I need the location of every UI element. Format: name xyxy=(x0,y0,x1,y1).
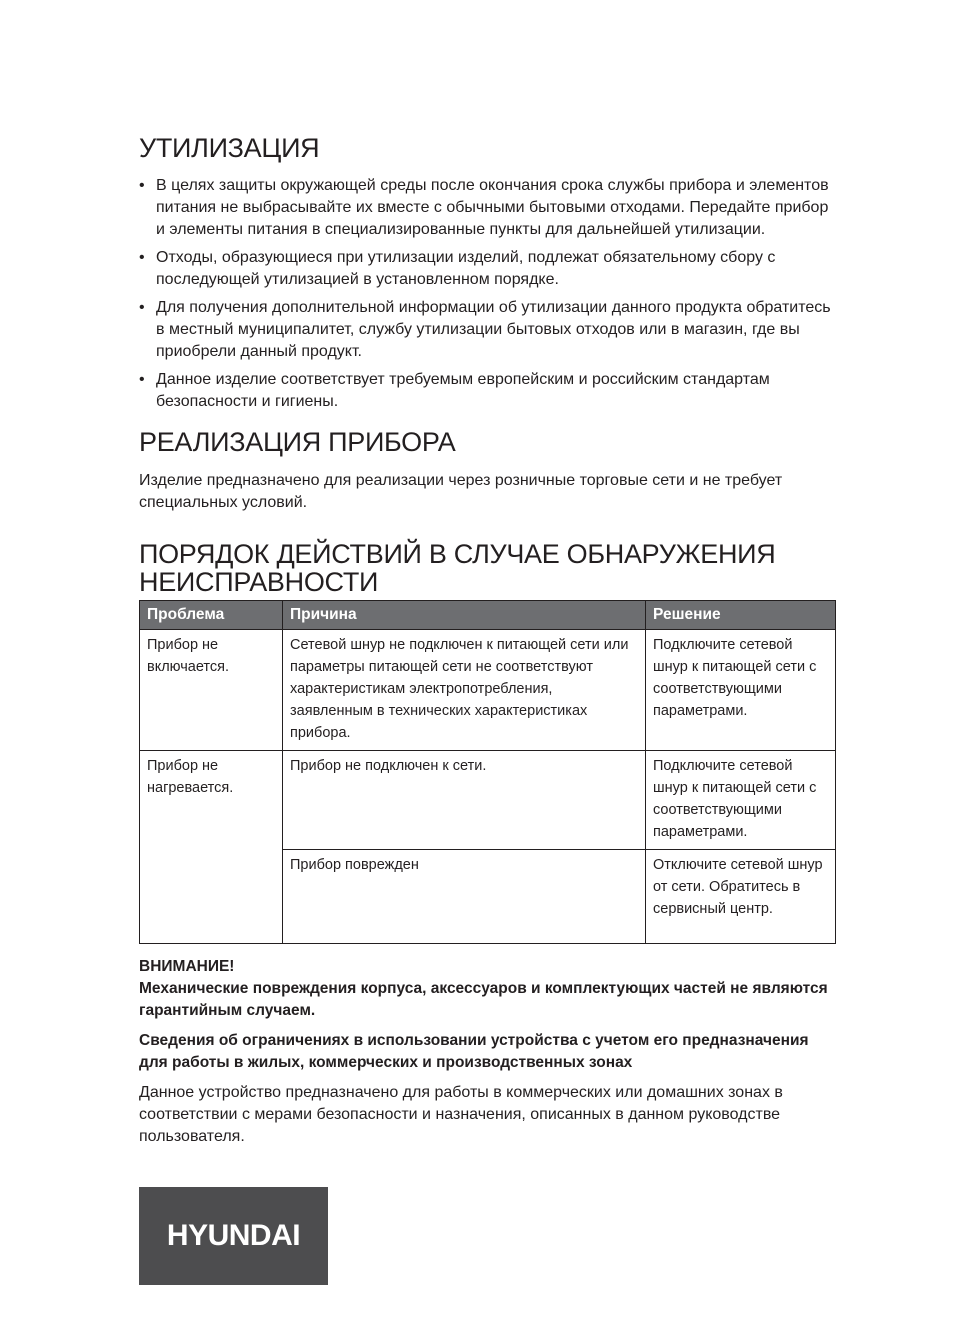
usage-zones-text: Данное устройство предназначено для работы в коммерческих или домашних зонах в соответствии с мерами безопасности и назначения, описанных в данном руководстве пользователя. xyxy=(139,1084,783,1145)
bullet-icon: • xyxy=(139,249,145,266)
warning-text-warranty: Механические повреждения корпуса, аксессуаров и комплектующих частей не являются гарантийным случаем. xyxy=(139,980,828,1019)
header-solution: Решение xyxy=(646,601,836,630)
problem-cell: Прибор не включается. xyxy=(140,630,283,751)
disposal-heading: УТИЛИЗАЦИЯ xyxy=(139,133,320,163)
troubleshooting-table xyxy=(139,600,836,944)
table-row xyxy=(140,751,836,850)
header-cause: Причина xyxy=(283,601,646,630)
table-header-row xyxy=(140,601,836,630)
troubleshooting-heading: ПОРЯДОК ДЕЙСТВИЙ В СЛУЧАЕ ОБНАРУЖЕНИЯ НЕИСПРАВНОСТИ xyxy=(139,539,776,597)
warning-text-restrictions: Сведения об ограничениях в использовании устройства с учетом его предназначения для работы в жилых, коммерческих и производственных зонах xyxy=(139,1032,809,1071)
list-item: • Отходы, образующиеся при утилизации изделий, подлежат обязательному сбору с последующей утилизацией в установленном порядке. xyxy=(139,249,776,288)
warning-label: ВНИМАНИЕ! xyxy=(139,958,235,975)
list-item: • Данное изделие соответствует требуемым европейским и российским стандартам безопасности и гигиены. xyxy=(139,371,770,410)
logo-text: HYUNDAI xyxy=(166,1219,301,1252)
sale-text: Изделие предназначено для реализации через розничные торговые сети и не требует специальных условий. xyxy=(139,472,783,511)
sale-heading: РЕАЛИЗАЦИЯ ПРИБОРА xyxy=(139,427,456,457)
cause-cell: Прибор поврежден xyxy=(283,850,646,944)
header-problem: Проблема xyxy=(140,601,283,630)
solution-cell: Отключите сетевой шнур от сети. Обратитесь в сервисный центр. xyxy=(646,850,836,944)
table-row xyxy=(140,630,836,751)
hyundai-logo xyxy=(139,1187,328,1285)
cause-cell: Сетевой шнур не подключен к питающей сети или параметры питающей сети не соответствуют характеристикам электропотребления, заявленным в технических характеристиках прибора. xyxy=(283,630,646,751)
solution-cell: Подключите сетевой шнур к питающей сети с соответствующими параметрами. xyxy=(646,630,836,751)
list-item: • Для получения дополнительной информации об утилизации данного продукта обратитесь в местный муниципалитет, службу утилизации бытовых отходов или в магазин, где вы приобрели данный продукт. xyxy=(139,299,831,360)
problem-cell: Прибор не нагревается. xyxy=(140,751,283,944)
bullet-icon: • xyxy=(139,371,145,388)
warning-block xyxy=(139,956,839,1074)
solution-cell: Подключите сетевой шнур к питающей сети с соответствующими параметрами. xyxy=(646,751,836,850)
bullet-icon: • xyxy=(139,299,145,316)
disposal-list xyxy=(139,175,839,413)
cause-cell: Прибор не подключен к сети. xyxy=(283,751,646,850)
list-item: • В целях защиты окружающей среды после окончания срока службы прибора и элементов питания не выбрасывайте их вместе с обычными бытовыми отходами. Передайте прибор и элементы питания в специализированные пункты для дальнейшей утилизации. xyxy=(139,177,829,238)
manual-page xyxy=(139,134,839,1148)
bullet-icon: • xyxy=(139,177,145,194)
